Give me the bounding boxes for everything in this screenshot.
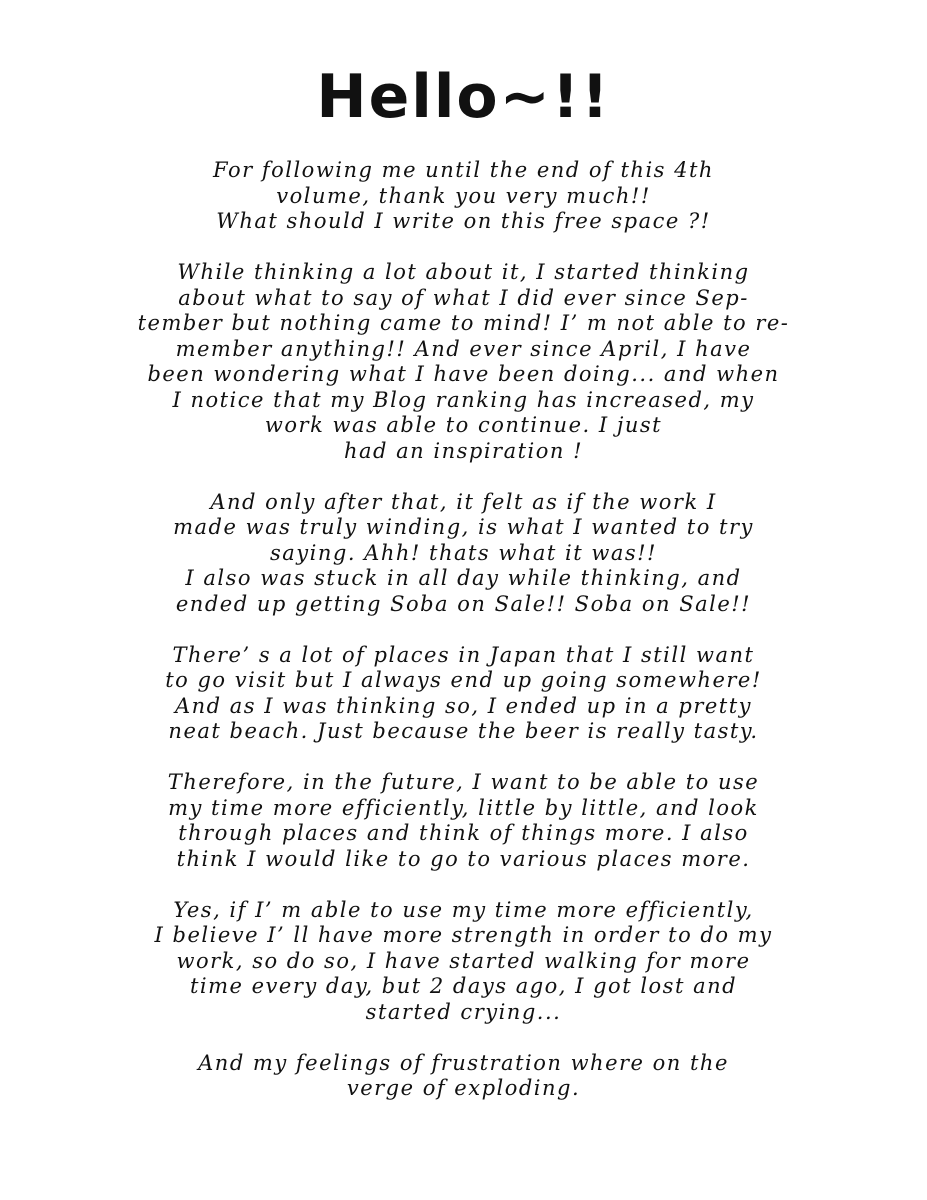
text-line: time every day, but 2 days ago, I got lost and [189,974,738,998]
text-line: I notice that my Blog ranking has increased, my [172,387,755,412]
paragraph-1 [100,158,827,235]
text-line: been wondering what I have been doing... and when [147,362,780,386]
text-line: And my feelings of frustration where on the [198,1050,729,1075]
text-line: to go visit but I always end up going somewhere! [165,668,762,692]
text-line: Therefore, in the future, I want to be able to use [167,770,760,794]
text-line: about what to say of what I did ever since Sep- [178,285,749,310]
paragraph-5 [100,770,827,872]
paragraph-2 [100,260,827,464]
paragraph-7 [100,1051,827,1102]
text-line: tember but nothing came to mind! I’ m not able to re- [137,311,790,335]
paragraph-6 [100,898,827,1026]
text-line: volume, thank you very much!! [276,183,651,208]
text-line: Yes, if I’ m able to use my time more efficiently, [173,897,754,922]
text-line: I also was stuck in all day while thinking, and [185,566,742,590]
text-line: saying. Ahh! thats what it was!! [269,540,657,565]
text-line: For following me until the end of this 4th [213,158,714,182]
text-line: work was able to continue. I just [264,413,663,437]
text-line: through places and think of things more. I also [178,821,749,845]
text-line: What should I write on this free space ?! [216,209,711,233]
paragraph-3 [100,490,827,618]
text-line: There’ s a lot of places in Japan that I still want [172,642,755,667]
text-line: ended up getting Soba on Sale!! Soba on Sale!! [175,591,752,616]
letter-body [100,158,827,1127]
text-line: started crying... [365,999,562,1024]
page-title: Hello~!! [316,62,611,132]
text-line: member anything!! And ever since April, I have [175,336,752,361]
text-line: I believe I’ ll have more strength in order to do my [154,923,773,947]
text-line: verge of exploding. [346,1076,581,1100]
text-line: think I would like to go to various places more. [176,846,751,871]
text-line: my time more efficiently, little by little, and look [168,795,759,820]
text-line: And only after that, it felt as if the work I [210,489,717,514]
text-line: had an inspiration ! [343,438,584,463]
text-line: And as I was thinking so, I ended up in a pretty [174,693,753,718]
text-line: While thinking a lot about it, I started thinking [177,260,750,284]
text-line: made was truly winding, is what I wanted to try [173,515,754,539]
paragraph-4 [100,643,827,745]
text-line: neat beach. Just because the beer is really tasty. [168,719,759,743]
text-line: work, so do so, I have started walking for more [176,948,751,973]
